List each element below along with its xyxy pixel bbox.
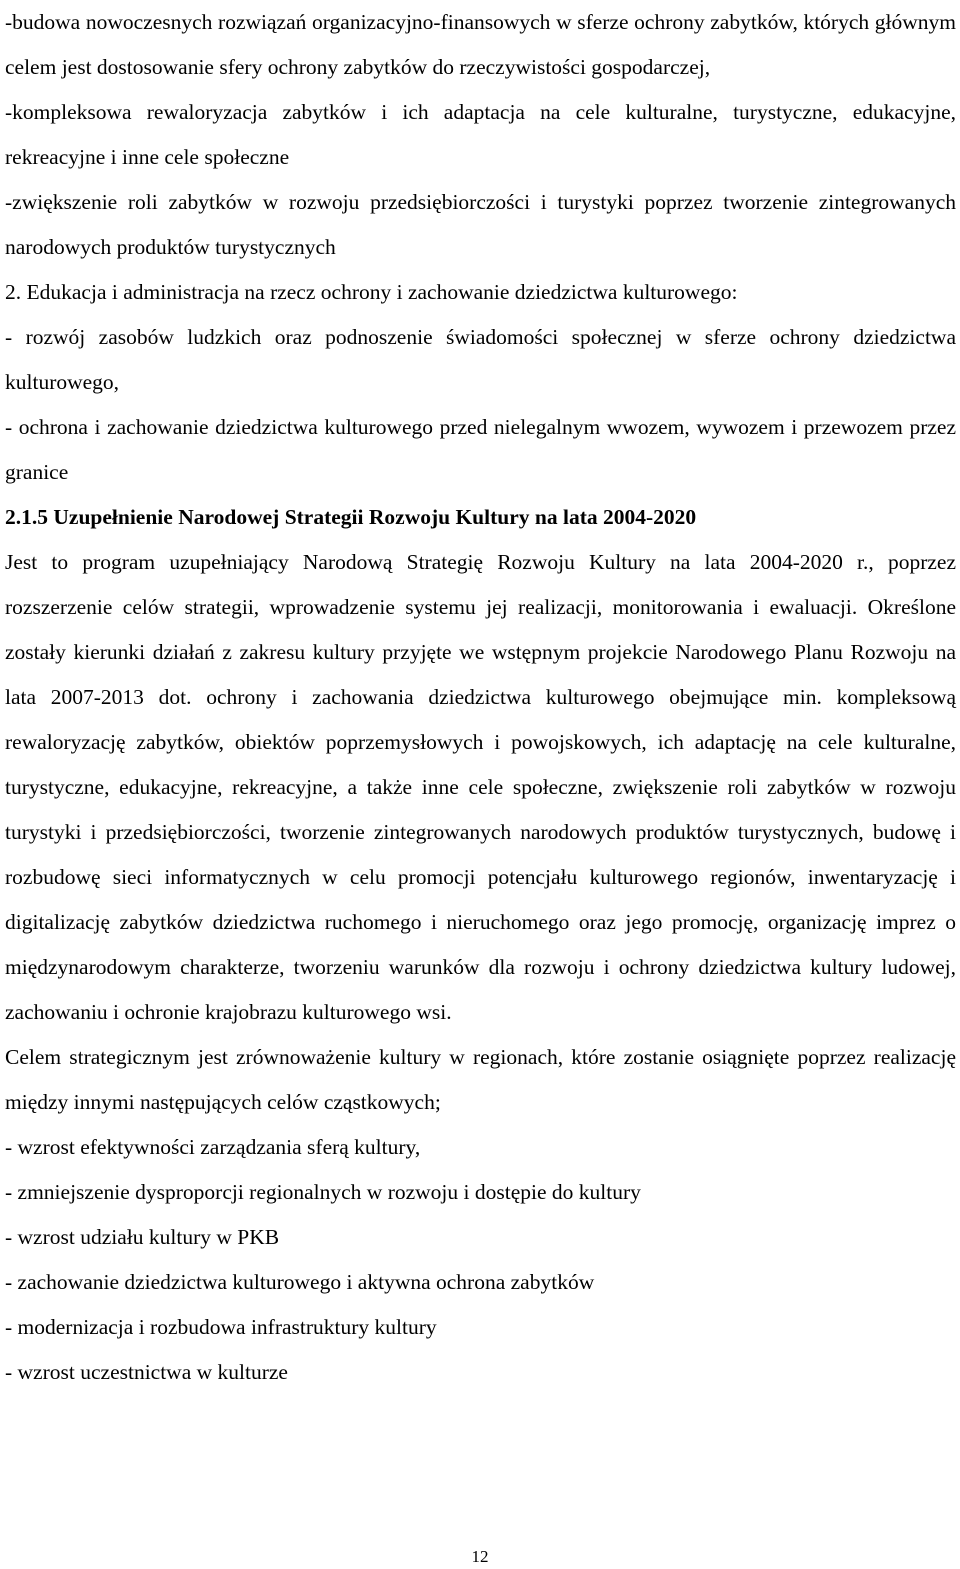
goals-list (5, 1125, 956, 1395)
list-item: - wzrost uczestnictwa w kulturze (5, 1360, 288, 1384)
section-item: - rozwój zasobów ludzkich oraz podnoszenie świadomości społecznej w sferze ochrony dziedzictwa kulturowego, (5, 325, 956, 394)
top-item: -kompleksowa rewaloryzacja zabytków i ich adaptacja na cele kulturalne, turystyczne, edukacyjne, rekreacyjne i inne cele społeczne (5, 100, 956, 169)
list-item: - modernizacja i rozbudowa infrastruktury kultury (5, 1315, 437, 1339)
top-item: -zwiększenie roli zabytków w rozwoju przedsiębiorczości i turystyki poprzez tworzenie zintegrowanych narodowych produktów turystycznych (5, 190, 956, 259)
list-item: - wzrost efektywności zarządzania sferą kultury, (5, 1135, 421, 1159)
section-heading: 2.1.5 Uzupełnienie Narodowej Strategii Rozwoju Kultury na lata 2004-2020 (5, 505, 697, 529)
document-page (5, 0, 956, 1395)
section-title: 2. Edukacja i administracja na rzecz ochrony i zachowanie dziedzictwa kulturowego: (5, 280, 738, 304)
list-item: - wzrost udziału kultury w PKB (5, 1225, 280, 1249)
page-number: 12 (471, 1547, 489, 1566)
body-paragraph: Jest to program uzupełniający Narodową Strategię Rozwoju Kultury na lata 2004-2020 r., poprzez rozszerzenie celów strategii, wprowadzenie systemu jej realizacji, monitorowania i ewaluacji. Określone zostały kierunki działań z zakresu kultury przyjęte we wstępnym projekcie Narodowego Planu Rozwoju na lata 2007-2013 dot. ochrony i zachowania dziedzictwa kulturowego obejmujące min. kompleksową rewaloryzację zabytków, obiektów poprzemysłowych i powojskowych, ich adaptację na cele kulturalne, turystyczne, edukacyjne, rekreacyjne, a także inne cele społeczne, zwiększenie roli zabytków w rozwoju turystyki i przedsiębiorczości, tworzenie zintegrowanych narodowych produktów turystycznych, budowę i rozbudowę sieci informatycznych w celu promocji potencjału kulturowego regionów, inwentaryzację i digitalizację zabytków dziedzictwa ruchomego i nieruchomego oraz jego promocję, organizację imprez o międzynarodowym charakterze, tworzeniu warunków dla rozwoju i ochrony dziedzictwa kultury ludowej, zachowaniu i ochronie krajobrazu kulturowego wsi. (5, 550, 956, 1024)
section-item: - ochrona i zachowanie dziedzictwa kulturowego przed nielegalnym wwozem, wywozem i przewozem przez granice (5, 415, 956, 484)
goal-paragraph: Celem strategicznym jest zrównoważenie kultury w regionach, które zostanie osiągnięte poprzez realizację między innymi następujących celów cząstkowych; (5, 1045, 956, 1114)
top-item: -budowa nowoczesnych rozwiązań organizacyjno-finansowych w sferze ochrony zabytków, których głównym celem jest dostosowanie sfery ochrony zabytków do rzeczywistości gospodarczej, (5, 10, 956, 79)
list-item: - zachowanie dziedzictwa kulturowego i aktywna ochrona zabytków (5, 1270, 595, 1294)
list-item: - zmniejszenie dysproporcji regionalnych w rozwoju i dostępie do kultury (5, 1180, 641, 1204)
